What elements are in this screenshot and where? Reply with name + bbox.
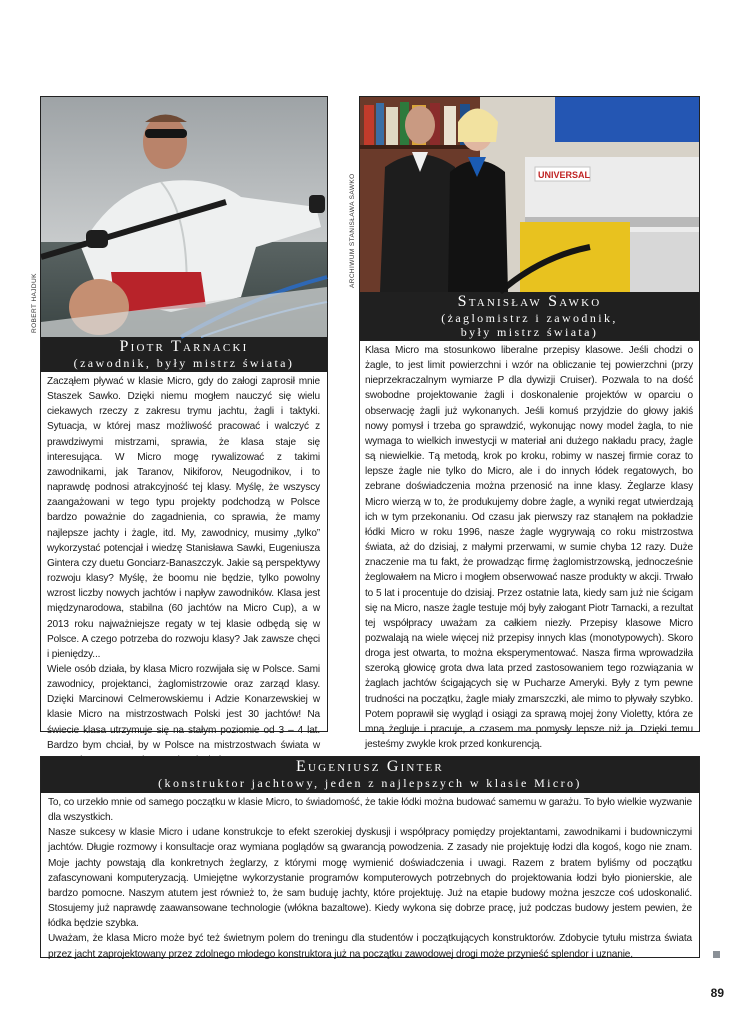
ginter-text xyxy=(41,793,699,962)
sawko-text xyxy=(360,341,699,752)
sawko-role-line-2: były mistrz świata) xyxy=(460,325,599,339)
ginter-header xyxy=(41,757,699,793)
tarnacki-paragraph-1: Zacząłem pływać w klasie Micro, gdy do załogi zaprosił mnie Staszek Sawko. Dzięki niemu mogłem nauczyć się wielu ciekawych rzeczy z zakresu trymu jachtu, żagli i taktyki. Sytuacja, w której masz możliwość pracować i walczyć z prawdziwymi mistrzami, sprawia, że klasa staje się interesująca. W Micro mogę rywalizować z takimi zawodnikami, jak Taranov, Nikiforov, Neugodnikov, i to naprawdę podnosi atrakcyjność tej klasy. Myślę, że wszyscy zaangażowani w tego typu projekty podchodzą w Polsce bardzo poważnie do zagadnienia, co sprawia, że mamy najlepsze jachty i żagle, itd. My, zawodnicy, musimy „tylko” wykorzystać potencjał i wiedzę Stanisława Sawki, Eugeniusza Gintera czy duetu Gonciarz-Banaszczyk. Jakie są perspektywy rozwoju klasy? Myślę, że boomu nie będzie, tylko powolny wzrost liczby nowych jachtów i napływ zawodników. Klasa jest międzynarodowa, stabilna (60 jachtów na Micro Cup), a w 2013 roku najważniejsze regaty w tej klasie odbędą się w Polsce. A czego potrzeba do rozwoju klasy? Jak zawsze chęci i pieniędzy... xyxy=(47,376,320,660)
ginter-paragraph-1: To, co urzekło mnie od samego początku w klasie Micro, to świadomość, że takie łódki można budować samemu w garażu. To było wielkie wyzwanie dla wszystkich. xyxy=(48,797,692,824)
ginter-role: (konstruktor jachtowy, jeden z najlepszych w klasie Micro) xyxy=(158,776,582,790)
photo-credit-left: ROBERT HAJDUK xyxy=(31,273,38,333)
sailor-photo-image xyxy=(41,97,327,337)
tarnacki-name: Piotr Tarnacki xyxy=(119,338,249,355)
sailmakers-photo-image xyxy=(360,97,699,292)
tarnacki-photo xyxy=(41,97,327,337)
tarnacki-header xyxy=(41,337,327,372)
machine-logo-text: UNIVERSAL xyxy=(538,170,591,180)
end-mark-square xyxy=(713,951,720,958)
ginter-box xyxy=(40,756,700,958)
ginter-paragraph-3: Uważam, że klasa Micro może być też świetnym polem do treningu dla studentów i początkujących konstruktorów. Zdobycie tytułu mistrza świata przez jacht zaprojektowany przez zdolnego młodego konstruktora już na początku zawodowej drogi może przynieść splendor i uznanie. xyxy=(48,933,692,960)
sawko-role-line-1: (żaglomistrz i zawodnik, xyxy=(441,311,618,325)
tarnacki-text xyxy=(41,372,327,768)
tarnacki-box xyxy=(40,96,328,751)
sawko-paragraph-1: Klasa Micro ma stosunkowo liberalne przepisy klasowe. Jeśli chodzi o żagle, to jest limit powierzchni i wzór na obliczanie tej powierzchni (przy nieprzekraczalnym wymiarze P dla dywizji Cruiser). Pozwala to na dość swobodne projektowanie żagli i doskonalenie projektów w oparciu o obserwację żagli już wykonanych. Jeśli komuś przyjdzie do głowy jakiś nowy pomysł i trzeba go sprawdzić, wykonując nowy model żagla, to nie wymaga to wielkich inwestycji w materiał ani dużego nakładu pracy, żagle są niewielkie. Tą metodą, krok po kroku, robimy w naszej firmie coraz to lepsze żagle nie tylko do Micro, ale i do innych łódek regatowych, bo zebrane doświadczenia można przenosić na inne klasy. Żeglarze klasy Micro wierzą w to, że produkujemy dobre żagle, a wyniki regat utwierdzają ich w tym przekonaniu. Od czasu jak pierwszy raz stanąłem na pokładzie łódki Micro w roku 1996, nasze żagle wygrywają co roku mistrzostwa świata, aż do dzisiaj, z małymi przerwami, w sumie chyba 12 razy. Duże znaczenie ma tu fakt, że prowadząc firmę żaglomistrzowską, jednocześnie żeglowałem na Micro i mogłem obserwować nasze produkty w akcji. Trwało to 5 lat i procentuje do dzisiaj. Przez ostatnie lata, kiedy sam już nie ścigam się na Micro, nasze żagle testuje mój były załogant Piotr Tarnacki, a rezultat tej współpracy uważam za całkiem niezły. Przepisy klasowe Micro pozwalają na wiele więcej niż przepisy innych klas (monotypowych). Skoro droga jest otwarta, to można eksperymentować. Nasza firma wprowadziła szeroką głowicę grota dwa lata przed zastosowaniem tego rozwiązania w żaglach jachtów ścigających się w Pucharze Ameryki. Były z tym pewne trudności na początku, żagle miały zmarszczki, ale mimo to pływały szybko. Potem poprawił się wygląd i osiągi za sprawą mojej żony Violetty, która ze mną żegluje i pracuje, a czasem ma pomysły lepsze niż ja. Dzięki temu jesteśmy zwykle krok przed konkurencją. xyxy=(365,345,693,751)
sawko-box xyxy=(359,96,700,751)
ginter-paragraph-2: Nasze sukcesy w klasie Micro i udane konstrukcje to efekt szerokiej dyskusji i współpracy pomiędzy projektantami, zawodnikami i budowniczymi jachtów. Długie rozmowy i konsultacje oraz wymiana poglądów są gwarancją powodzenia. Z zasady nie projektuję łodzi dla kogoś, kogo nie znam. Moje jachty powstają dla konkretnych żeglarzy, z którymi mogę wymienić doświadczenia i uwagi. Razem z bratem byliśmy od początku zafascynowani komputeryzacją. Umiejętne wykorzystanie programów komputerowych potrzebnych do projektowania łodzi było pionierskie, ale bardzo pomocne. Naszym atutem jest również to, że sam buduję jachty, które projektuję. Już na etapie budowy można jeszcze coś udoskonalić. Stosujemy już naprawdę zaawansowane technologie (włókna bazaltowe). Kiedy wykona się dobrze pracę, już podczas budowy jestem pewien, że łódka będzie szybka. xyxy=(48,827,692,930)
sawko-photo xyxy=(360,97,699,292)
sawko-header xyxy=(360,292,699,341)
page-number: 89 xyxy=(710,986,724,1000)
tarnacki-role: (zawodnik, były mistrz świata) xyxy=(73,356,295,370)
tarnacki-paragraph-2: Wiele osób działa, by klasa Micro rozwijała się w Polsce. Sami zawodnicy, projektanci, żaglomistrzowie oraz zarząd klasy. Dzięki Marcinowi Celmerowskiemu i Adzie Konarzewskiej w klasie Micro na mistrzostwach Polski jest 30 jachtów! Na świecie klasa utrzymuje się na stałym poziomie od 3 – 4 lat. Bardzo bym chciał, by w Polsce na mistrzostwach świata w xyxy=(47,663,320,751)
ginter-name: Eugeniusz Ginter xyxy=(296,758,444,775)
photo-credit-right: ARCHIWUM STANISŁAWA SAWKO xyxy=(349,173,356,288)
sawko-name: Stanisław Sawko xyxy=(457,293,602,310)
